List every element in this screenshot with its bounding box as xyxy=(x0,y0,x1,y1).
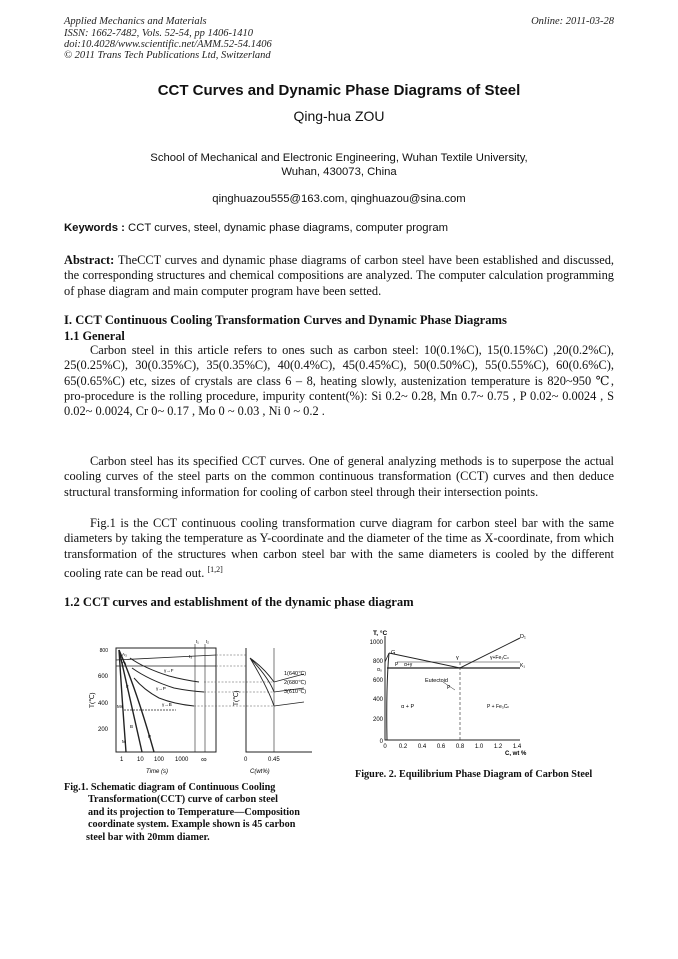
fig2-xtick-02: 0.2 xyxy=(398,744,408,750)
fig1-mark-b: B xyxy=(130,724,134,729)
fig2-label-gamma-fe3c: γ+Fe₃Cₗₗ xyxy=(490,655,509,661)
affiliation xyxy=(0,151,678,179)
figure1-caption xyxy=(64,782,300,844)
fig1-infinity-tick: ∞ xyxy=(201,755,207,764)
figure2-graphic xyxy=(355,626,540,756)
fig2-label-p-fe3c: P + Fe₃Cₗₗ xyxy=(487,704,510,710)
fig1-mark-gamma-p: γ→P xyxy=(156,686,166,691)
fig2-xtick-08: 0.8 xyxy=(455,744,465,750)
fig1-mark-m: M xyxy=(122,739,126,744)
fig2-ferrite-solvus xyxy=(387,653,389,740)
fig1-left-xlabel: Time (s) xyxy=(146,769,168,775)
fig2-ytick-800: 800 xyxy=(372,659,383,665)
figure1-graphic xyxy=(64,628,334,778)
fig2-label-p-upper: P xyxy=(395,662,399,668)
figure1-caption-line4: coordinate system. Example shown is 45 carbon xyxy=(88,819,296,831)
fig1-right-ylabel: T(℃) xyxy=(233,690,240,706)
fig1-left-ylabel: T(℃) xyxy=(89,692,96,708)
fig1-mark-t3: t₃ xyxy=(189,654,193,659)
fig2-label-gamma: γ xyxy=(456,655,459,661)
paragraph-general: Carbon steel in this article refers to ones such as carbon steel: 10(0.1%C), 15(0.15%C) ,20(0.2%C), 25(0.25%C), 30(0.35%C), 35(0.35%C), 40(0.4%C), 45(0.45%C), 50(0.50%C), 55(0.55%C), 60(0.6%C), 65(0.65%C) etc, sizes of crystals are class 6 – 8, heating slowly, austenization temperature is 820~950 ℃, pro-procedure is the rolling procedure, impurity content(%): Si 0.2~ 0.28, Mn 0.7~ 0.75 , P 0.02~ 0.0024 , S 0.02~ 0.0024, Cr 0~ 0.17 , Mo 0 ~ 0.03 , Ni 0 ~ 0.2 . xyxy=(64,343,614,419)
citation: [1,2] xyxy=(207,564,223,574)
fig1-mark-ms: Ms xyxy=(117,704,123,709)
fig1-right-xlabel: C(wt%) xyxy=(250,769,270,775)
fig1-ytick-400: 400 xyxy=(97,701,108,707)
paragraph-fig1-text: Fig.1 is the CCT continuous cooling transformation curve diagram for carbon steel bar with the same diameters by taking the temperature as Y-coordinate and the diameter of the time as X-coordinate, from which transformation of the structures when carbon steel bar with the same diameters is cooled by the different cooling rate can be read out. xyxy=(64,516,614,581)
fig1-xtick-10: 10 xyxy=(137,757,144,763)
figure1-caption-line3: and its projection to Temperature—Composition xyxy=(88,806,300,818)
fig2-label-alpha-p: α + P xyxy=(401,704,415,710)
author: Qing-hua ZOU xyxy=(293,108,385,124)
doi: doi:10.4028/www.scientific.net/AMM.52-54.1406 xyxy=(64,39,272,50)
fig1-mark-gamma-f: γ→F xyxy=(164,668,174,673)
fig2-xtick-10: 1.0 xyxy=(474,744,484,750)
figure1-caption-line5: steel bar with 20mm diamer. xyxy=(86,831,210,843)
fig1-right-axes xyxy=(246,648,312,752)
fig2-xtick-14: 1.4 xyxy=(512,744,522,750)
fig1-xtick-1000: 1000 xyxy=(175,757,189,763)
fig1-legend-3: 3(610℃) xyxy=(284,689,307,695)
fig2-xlabel: C, wt % xyxy=(505,751,527,756)
fig1-right-xtick-0: 0 xyxy=(244,757,248,763)
issn: ISSN: 1662-7482, Vols. 52-54, pp 1406-1410 xyxy=(64,28,253,39)
paper-title: CCT Curves and Dynamic Phase Diagrams of Steel xyxy=(157,82,521,99)
fig1-legend-2: 2(680℃) xyxy=(284,680,307,686)
fig2-label-alpha-gamma: α+γ xyxy=(404,662,413,668)
fig2-axes xyxy=(385,636,520,740)
fig2-label-k1: K₁ xyxy=(520,663,526,669)
fig1-ytick-600: 600 xyxy=(97,674,108,680)
online-date: Online: 2011-03-28 xyxy=(531,16,614,27)
affiliation-line2: Wuhan, 430073, China xyxy=(281,166,397,178)
keywords xyxy=(64,222,624,234)
fig2-label-eutectoid: Eutectoid xyxy=(425,678,448,684)
fig1-mark-t1: t₁ xyxy=(196,639,199,644)
fig1-right-xtick-045: 0.45 xyxy=(268,757,280,763)
fig2-ylabel: T, °C xyxy=(373,630,388,637)
abstract-label: Abstract: xyxy=(64,253,115,267)
journal-name: Applied Mechanics and Materials xyxy=(64,16,207,27)
fig2-label-p-mid: P xyxy=(447,685,451,691)
keywords-label: Keywords : xyxy=(64,222,125,234)
abstract-text: TheCCT curves and dynamic phase diagrams of carbon steel have been established and discussed, the corresponding structures and chemical compositions are analyzed. The computer calculation programming of phase diagram and main computer program have been setted. xyxy=(64,253,614,298)
figure1-caption-line1: Fig.1. Schematic diagram of Continuous Cooling xyxy=(64,782,276,793)
fig1-xtick-1: 1 xyxy=(120,757,124,763)
fig2-ytick-200: 200 xyxy=(372,717,383,723)
fig2-ytick-400: 400 xyxy=(372,697,383,703)
fig1-ytick-200: 200 xyxy=(97,727,108,733)
fig1-mark-gamma-b: γ→B xyxy=(162,702,172,707)
abstract xyxy=(64,253,614,299)
fig2-label-d1: D₁ xyxy=(520,634,526,640)
paragraph-cct-method: Carbon steel has its specified CCT curves. One of general analyzing methods is to superpose the actual cooling curves of the steel parts on the common continuous transformation (CCT) curves and then deduce structural transforming information for cooling of carbon steel through their intersection points. xyxy=(64,454,614,499)
figure1-caption-line2: Transformation(CCT) curve of carbon steel xyxy=(88,794,278,806)
fig2-label-g: G xyxy=(391,650,396,656)
fig2-xtick-12: 1.2 xyxy=(493,744,503,750)
fig1-mark-a1: A₁ xyxy=(122,660,127,665)
keywords-text: CCT curves, steel, dynamic phase diagrams, computer program xyxy=(124,222,449,234)
fig2-ytick-1000: 1000 xyxy=(369,640,383,646)
email: qinghuazou555@163.com, qinghuazou@sina.com xyxy=(212,193,466,205)
subsection-heading-cct: 1.2 CCT curves and establishment of the dynamic phase diagram xyxy=(64,595,414,609)
fig1-mark-a3: A₃ xyxy=(122,652,127,657)
section-heading: I. CCT Continuous Cooling Transformation Curves and Dynamic Phase Diagrams xyxy=(64,313,507,327)
fig1-ytick-800: 800 xyxy=(99,648,108,654)
paragraph-fig1 xyxy=(64,516,614,581)
affiliation-line1: School of Mechanical and Electronic Engineering, Wuhan Textile University, xyxy=(150,152,528,164)
fig1-mark-f: F xyxy=(126,684,129,689)
fig2-xtick-04: 0.4 xyxy=(417,744,427,750)
subsection-heading-general: 1.1 General xyxy=(64,329,125,343)
fig1-legend-1: 1(640℃) xyxy=(284,671,307,677)
copyright: © 2011 Trans Tech Publications Ltd, Switzerland xyxy=(64,50,271,61)
fig2-ytick-600: 600 xyxy=(372,678,383,684)
fig1-mark-p: P xyxy=(148,734,152,739)
fig2-ytick-0: 0 xyxy=(379,739,383,745)
figure2-caption: Figure. 2. Equilibrium Phase Diagram of Carbon Steel xyxy=(355,769,593,780)
fig2-label-alpha0: α₀ xyxy=(377,667,382,673)
fig2-xtick-0: 0 xyxy=(383,744,387,750)
fig2-xtick-06: 0.6 xyxy=(436,744,446,750)
fig1-xtick-100: 100 xyxy=(154,757,165,763)
fig1-mark-t2: t₂ xyxy=(206,639,209,644)
